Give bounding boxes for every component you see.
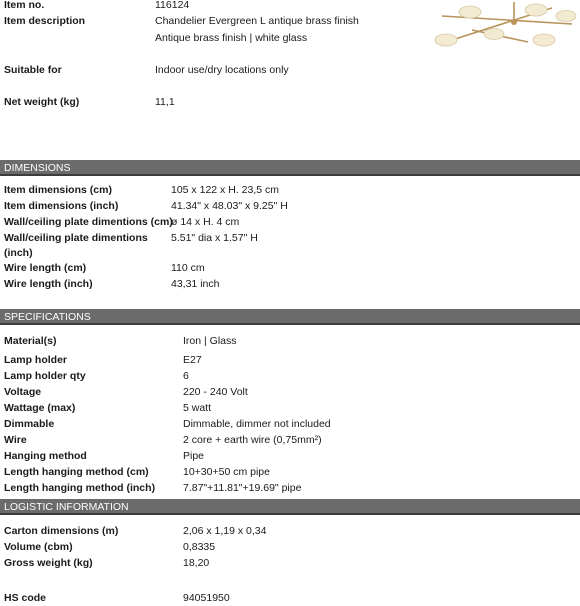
dimension-value: 43,31 inch <box>171 278 220 290</box>
dimension-value: 41.34" x 48.03" x 9.25" H <box>171 200 288 212</box>
spec-label: Wattage (max) <box>4 402 76 414</box>
dimension-label: Item dimensions (cm) <box>4 184 112 196</box>
spec-value: 2 core + earth wire (0,75mm²) <box>183 434 322 446</box>
spec-label: Voltage <box>4 386 42 398</box>
spec-value: 5 watt <box>183 402 212 414</box>
spec-label: Lamp holder <box>4 354 68 366</box>
spec-label: Material(s) <box>4 335 57 347</box>
spec-value: 6 <box>183 370 189 382</box>
item-description-label: Item description <box>4 15 86 27</box>
dimension-value: 110 cm <box>171 262 205 274</box>
dimensions-section-header: DIMENSIONS <box>0 160 580 176</box>
spec-value: Pipe <box>183 450 205 462</box>
specifications-section-header: SPECIFICATIONS <box>0 309 580 325</box>
item-no-label: Item no. <box>4 0 45 11</box>
spec-label: Length hanging method (cm) <box>4 466 149 478</box>
logistic-label: Volume (cbm) <box>4 541 73 553</box>
chandelier-product-image <box>432 2 578 50</box>
dimension-label: Wall/ceiling plate dimentions (cm) <box>4 216 173 228</box>
spec-value: Iron | Glass <box>183 335 237 347</box>
suitable-label: Suitable for <box>4 64 62 76</box>
dimension-value: 105 x 122 x H. 23,5 cm <box>171 184 279 196</box>
logistic-section-header: LOGISTIC INFORMATION <box>0 499 580 515</box>
dimension-value: 5.51" dia x 1.57" H <box>171 232 258 244</box>
spec-label: Length hanging method (inch) <box>4 482 156 494</box>
item-no-value: 116124 <box>155 0 190 11</box>
logistic-value: 18,20 <box>183 557 210 569</box>
logistic-value: 2,06 x 1,19 x 0,34 <box>183 525 267 537</box>
dimension-value: ø 14 x H. 4 cm <box>171 216 240 228</box>
spec-value: Dimmable, dimmer not included <box>183 418 331 430</box>
spec-value: 10+30+50 cm pipe <box>183 466 270 478</box>
dimension-label: Wall/ceiling plate dimentions <box>4 232 148 244</box>
dimension-label-continued: (inch) <box>4 247 33 259</box>
spec-value: E27 <box>183 354 202 366</box>
spec-value: 220 - 240 Volt <box>183 386 248 398</box>
logistic-label: Carton dimensions (m) <box>4 525 119 537</box>
item-description-line2: Antique brass finish | white glass <box>155 32 308 44</box>
net-weight-value: 11,1 <box>155 96 175 108</box>
logistic-label: Gross weight (kg) <box>4 557 93 569</box>
net-weight-label: Net weight (kg) <box>4 96 80 108</box>
spec-label: Dimmable <box>4 418 55 430</box>
hs-code-label: HS code <box>4 592 47 604</box>
spec-label: Wire <box>4 434 27 446</box>
item-description-line1: Chandelier Evergreen L antique brass finish <box>155 15 359 27</box>
hs-code-value: 94051950 <box>183 592 230 604</box>
spec-label: Lamp holder qty <box>4 370 86 382</box>
suitable-value: Indoor use/dry locations only <box>155 64 289 76</box>
dimension-label: Item dimensions (inch) <box>4 200 119 212</box>
dimension-label: Wire length (cm) <box>4 262 87 274</box>
dimension-label: Wire length (inch) <box>4 278 93 290</box>
spec-value: 7.87"+11.81"+19.69" pipe <box>183 482 302 494</box>
logistic-value: 0,8335 <box>183 541 216 553</box>
spec-label: Hanging method <box>4 450 87 462</box>
